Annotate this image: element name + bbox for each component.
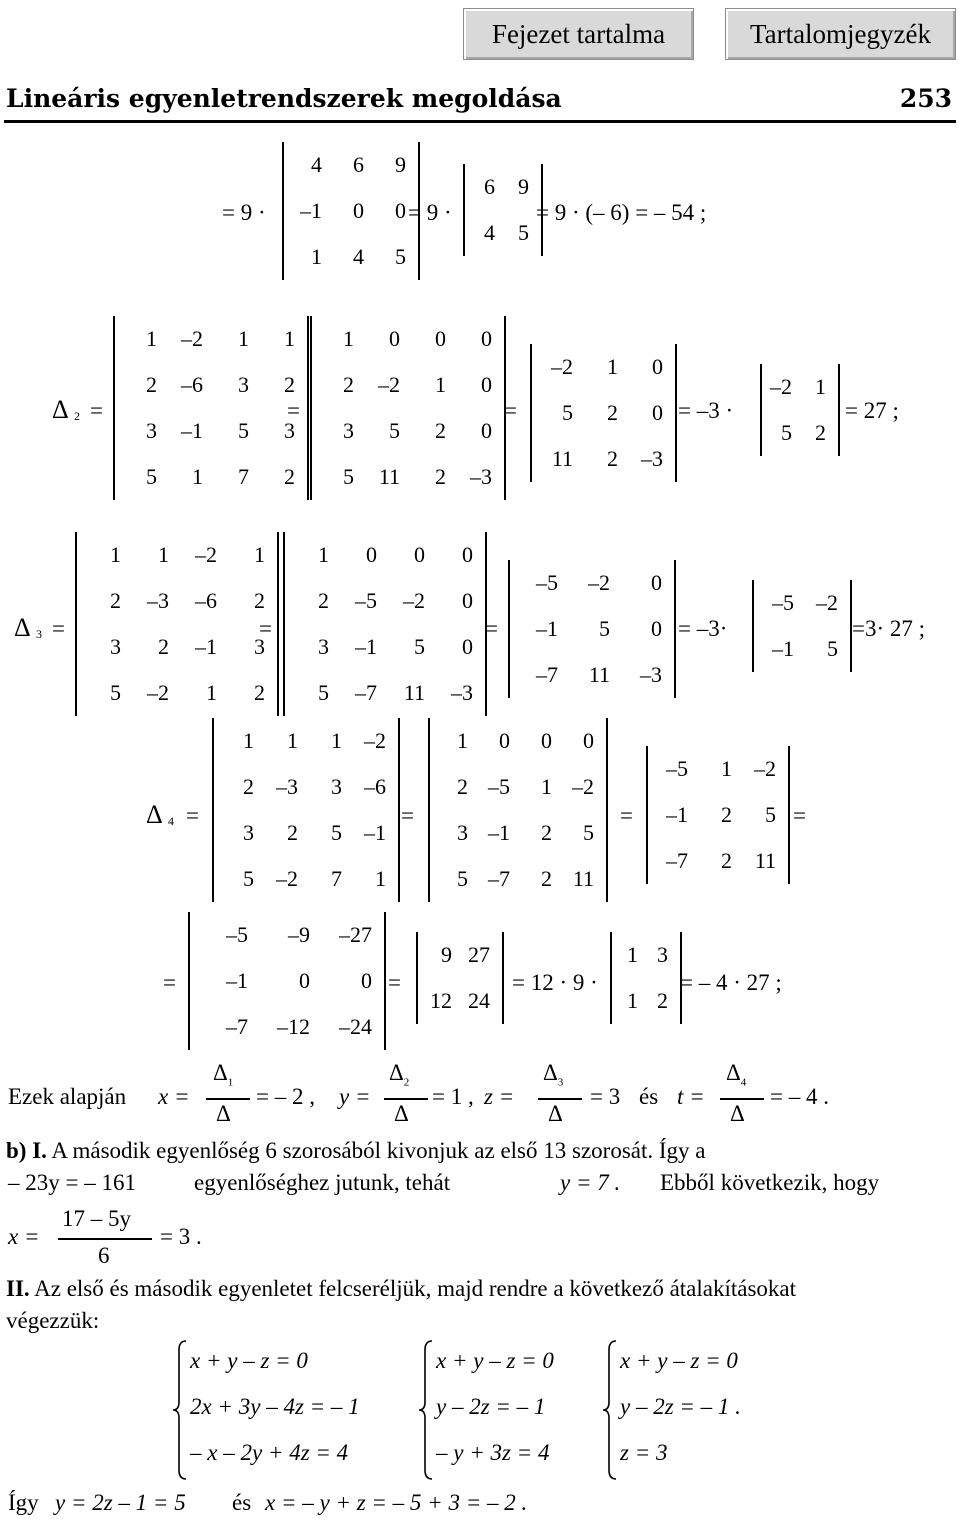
delta4-m3-cell: –2 — [754, 756, 776, 781]
delta3-m3-cell: –5 — [536, 570, 558, 595]
delta2-m1-cell: 7 — [238, 464, 249, 489]
t-label: t = — [677, 1084, 705, 1109]
y-den: Δ — [394, 1101, 409, 1126]
delta4-m2-cell: 5 — [457, 866, 468, 891]
delta3-m2-cell: 0 — [462, 542, 473, 567]
y-num: $\Delta_2$ — [389, 1060, 410, 1089]
delta3-m1-cell: –6 — [195, 588, 217, 613]
final-intro: Így — [8, 1490, 39, 1515]
delta2-m3-cell: 0 — [652, 400, 663, 425]
delta2-m1-cell: 1 — [192, 464, 203, 489]
delta3-m3-cell: –3 — [640, 662, 662, 687]
delta2-m2-cell: 3 — [343, 418, 354, 443]
delta4b-m1-right-bar — [384, 912, 386, 1050]
delta2-m1-cell: 5 — [238, 418, 249, 443]
t-result: = – 4 . — [770, 1084, 829, 1109]
table-of-contents-button[interactable]: Tartalomjegyzék — [725, 8, 956, 60]
delta4b-m2-right-bar — [502, 932, 504, 1024]
delta2-m2-cell: 0 — [481, 372, 492, 397]
delta1-m1-cell: 0 — [395, 198, 406, 223]
delta4b-m1-cell: –12 — [277, 1014, 310, 1039]
delta2-m3-right-bar — [675, 344, 677, 482]
delta2-eq: = — [90, 398, 103, 423]
delta4-m2-cell: –5 — [488, 774, 510, 799]
delta2-m1-cell: 1 — [284, 326, 295, 351]
delta3-m1-cell: 5 — [110, 680, 121, 705]
delta4-eq: = — [186, 803, 199, 828]
delta4-m3-right-bar — [788, 746, 790, 884]
delta2-symbol: Δ — [52, 395, 69, 424]
final-and: és — [232, 1490, 252, 1515]
delta4-m1-cell: –6 — [364, 774, 386, 799]
final-eq1: y = 2z – 1 = 5 — [55, 1490, 186, 1515]
delta4-m1-cell: –2 — [276, 866, 298, 891]
delta3-m4-cell: –2 — [816, 590, 838, 615]
part-b1-x-result: = 3 . — [160, 1224, 202, 1249]
delta4-m2-cell: 2 — [541, 820, 552, 845]
delta3-m1-cell: –1 — [195, 634, 217, 659]
delta3-m2-cell: 2 — [318, 588, 329, 613]
part-b1-line1 — [6, 1138, 706, 1164]
delta4-m2-cell: 3 — [457, 820, 468, 845]
delta4-m3-cell: 2 — [721, 802, 732, 827]
delta3-m2-cell: –2 — [403, 588, 425, 613]
delta2-m2-cell: 0 — [481, 326, 492, 351]
part-b1-x-num: 17 – 5y — [62, 1206, 131, 1231]
part-b1-line2-text2: Ebből következik, hogy — [660, 1170, 880, 1195]
system-3-brace — [602, 1340, 618, 1480]
delta3-m3-cell: 0 — [651, 616, 662, 641]
delta2-m1-cell: 3 — [284, 418, 295, 443]
system-1-brace — [172, 1340, 188, 1480]
delta1-m2-cell: 9 — [518, 174, 529, 199]
delta2-m1-cell: –2 — [181, 326, 203, 351]
delta2-m2-cell: 11 — [378, 464, 400, 489]
delta2-m2-cell: 2 — [343, 372, 354, 397]
delta1-m1-cell: 9 — [395, 152, 406, 177]
delta3-m1-cell: 2 — [158, 634, 169, 659]
delta2-m1-cell: 1 — [146, 326, 157, 351]
delta4-m3-cell: 2 — [721, 848, 732, 873]
delta4-m3-cell: 5 — [765, 802, 776, 827]
delta1-m2-cell: 4 — [484, 220, 495, 245]
delta4b-m1-cell: –7 — [226, 1014, 248, 1039]
delta3-post: =3· 27 ; — [852, 616, 926, 641]
delta4b-mid2: = 12 · 9 · — [512, 970, 598, 995]
delta4b-mid1: = — [388, 970, 401, 995]
y-fraction-line — [384, 1098, 428, 1100]
system-3-equation: x + y – z = 0 — [620, 1348, 738, 1373]
delta4b-m1-cell: 0 — [361, 968, 372, 993]
delta3-m2-cell: 0 — [366, 542, 377, 567]
delta2-m3-cell: 0 — [652, 354, 663, 379]
t-num: $\Delta_4$ — [726, 1060, 747, 1089]
delta2-m4-right-bar — [838, 364, 840, 456]
delta2-m1-cell: 3 — [146, 418, 157, 443]
delta4-m2-cell: 5 — [583, 820, 594, 845]
delta3-m1-cell: 2 — [254, 680, 265, 705]
delta3-m1-cell: –2 — [195, 542, 217, 567]
delta2-m2-cell: 5 — [343, 464, 354, 489]
delta4-m2-cell: 11 — [572, 866, 594, 891]
delta2-m1-cell: 3 — [238, 372, 249, 397]
delta4b-m1-cell: –9 — [288, 922, 310, 947]
delta4-eq2: = — [401, 803, 414, 828]
delta3-m2-cell: 0 — [462, 634, 473, 659]
header-rule — [4, 120, 956, 123]
delta1-m1-cell: –1 — [300, 198, 322, 223]
y-label: y = — [339, 1084, 371, 1109]
delta4b-pre: = — [163, 970, 176, 995]
delta4b-m2-cell: 9 — [441, 942, 452, 967]
delta4-m1-cell: 7 — [331, 866, 342, 891]
delta2-m1-cell: 1 — [238, 326, 249, 351]
part-b1-x-den: 6 — [98, 1243, 110, 1268]
delta4-m3-cell: –5 — [666, 756, 688, 781]
delta2-m1-cell: 5 — [146, 464, 157, 489]
delta2-eq2: = — [287, 398, 300, 423]
delta3-eq3: = — [485, 616, 498, 641]
delta3-m3-cell: 11 — [588, 662, 610, 687]
delta4-m3-cell: 11 — [754, 848, 776, 873]
delta3-m2-cell: 5 — [414, 634, 425, 659]
delta3-m1-cell: 3 — [254, 634, 265, 659]
delta2-m2-cell: 0 — [435, 326, 446, 351]
delta4-m2-cell: 1 — [541, 774, 552, 799]
delta2-subscript: 2 — [74, 409, 80, 423]
delta2-m1-cell: 2 — [284, 464, 295, 489]
delta2-m2-cell: –3 — [470, 464, 492, 489]
conclusion-intro: Ezek alapján — [8, 1084, 127, 1109]
delta4-m1-cell: 2 — [287, 820, 298, 845]
delta3-symbol: Δ — [14, 613, 31, 642]
part-b2-line2: végezzük: — [6, 1308, 100, 1333]
system-2-equation: x + y – z = 0 — [436, 1348, 554, 1373]
delta4-m1-cell: 1 — [243, 728, 254, 753]
delta4-m2-cell: 1 — [457, 728, 468, 753]
delta3-m1-cell: –2 — [147, 680, 169, 705]
x-result: = – 2 , — [256, 1084, 315, 1109]
delta3-m4-cell: –1 — [772, 636, 794, 661]
delta1-m1-cell: 5 — [395, 244, 406, 269]
delta1-mid: = 9 · — [408, 200, 452, 225]
delta2-eq3: = — [504, 398, 517, 423]
delta3-m1-right-bar — [277, 532, 279, 716]
delta2-m2-cell: 0 — [481, 418, 492, 443]
system-2-brace — [418, 1340, 434, 1480]
delta4b-m3-cell: 3 — [657, 942, 668, 967]
delta4b-m1-cell: 0 — [299, 968, 310, 993]
chapter-contents-button[interactable]: Fejezet tartalma — [463, 8, 694, 60]
delta1-m2-cell: 6 — [484, 174, 495, 199]
system-1-equation: x + y – z = 0 — [190, 1348, 308, 1373]
delta3-m3-cell: –2 — [588, 570, 610, 595]
delta4-m1-cell: –3 — [276, 774, 298, 799]
z-result: = 3 — [590, 1084, 621, 1109]
system-2-equation: – y + 3z = 4 — [436, 1440, 550, 1465]
delta4b-m1-cell: –5 — [226, 922, 248, 947]
delta4-m1-cell: 5 — [331, 820, 342, 845]
delta4-m3-cell: –7 — [666, 848, 688, 873]
delta4-m3-cell: 1 — [721, 756, 732, 781]
delta4-m1-right-bar — [398, 718, 400, 902]
delta2-m4-cell: –2 — [770, 374, 792, 399]
delta2-m3-cell: 2 — [607, 446, 618, 471]
delta4b-m2-cell: 12 — [430, 988, 452, 1013]
delta3-subscript: 3 — [36, 627, 42, 641]
delta1-post: = 9 · (– 6) = – 54 ; — [536, 200, 707, 225]
delta3-m2-cell: –5 — [355, 588, 377, 613]
delta3-m3-cell: –1 — [536, 616, 558, 641]
z-den: Δ — [548, 1101, 563, 1126]
delta2-m2-cell: 2 — [435, 418, 446, 443]
delta2-m2-cell: –2 — [378, 372, 400, 397]
delta4b-m2-cell: 24 — [468, 988, 490, 1013]
delta3-m1-cell: 1 — [110, 542, 121, 567]
delta2-m2-cell: 1 — [435, 372, 446, 397]
delta4-subscript: 4 — [168, 814, 174, 828]
delta4-m1-cell: 1 — [331, 728, 342, 753]
delta4-m1-cell: 3 — [331, 774, 342, 799]
y-result: = 1 , — [432, 1084, 474, 1109]
delta3-eq: = — [52, 616, 65, 641]
delta3-m2-cell: –7 — [355, 680, 377, 705]
system-3-equation: y – 2z = – 1 . — [620, 1394, 741, 1419]
delta3-m3-right-bar — [674, 560, 676, 698]
delta4-m1-cell: 5 — [243, 866, 254, 891]
delta2-m1-right-bar — [307, 316, 309, 500]
delta2-m1-cell: –6 — [181, 372, 203, 397]
delta3-m2-cell: 5 — [318, 680, 329, 705]
delta4-m2-cell: 2 — [541, 866, 552, 891]
delta2-post: = 27 ; — [845, 398, 899, 423]
delta1-pre: = 9 · — [222, 200, 266, 225]
delta3-m1-cell: 2 — [254, 588, 265, 613]
final-eq2: x = – y + z = – 5 + 3 = – 2 . — [265, 1490, 528, 1515]
page-number: 253 — [899, 84, 952, 113]
delta4-m1-cell: 3 — [243, 820, 254, 845]
delta4-m1-cell: 1 — [287, 728, 298, 753]
delta4-eq3: = — [620, 803, 633, 828]
delta4b-m1-cell: –24 — [339, 1014, 372, 1039]
delta3-m1-cell: 1 — [206, 680, 217, 705]
delta3-m1-cell: –3 — [147, 588, 169, 613]
delta4b-m3-cell: 1 — [627, 988, 638, 1013]
page-header-title: Lineáris egyenletrendszerek megoldása — [6, 84, 562, 113]
delta4b-m3-cell: 1 — [627, 942, 638, 967]
delta3-m1-cell: 2 — [110, 588, 121, 613]
delta3-m3-cell: –7 — [536, 662, 558, 687]
delta3-m2-cell: 0 — [462, 588, 473, 613]
delta4-m2-cell: –7 — [488, 866, 510, 891]
system-3-equation: z = 3 — [620, 1440, 668, 1465]
delta2-m1-cell: –1 — [181, 418, 203, 443]
part-b2-line1 — [6, 1276, 796, 1302]
system-1-equation: 2x + 3y – 4z = – 1 — [190, 1394, 360, 1419]
delta4-m2-cell: 0 — [499, 728, 510, 753]
delta2-m1-cell: 2 — [146, 372, 157, 397]
delta2-m3-cell: –3 — [641, 446, 663, 471]
delta1-m1-cell: 4 — [311, 152, 322, 177]
delta4-m3-cell: –1 — [666, 802, 688, 827]
delta4-m2-cell: 0 — [583, 728, 594, 753]
x-fraction-line — [206, 1098, 250, 1100]
t-den: Δ — [730, 1101, 745, 1126]
delta3-m1-cell: 1 — [158, 542, 169, 567]
delta2-m4-cell: 5 — [781, 420, 792, 445]
delta4-symbol: Δ — [146, 800, 163, 829]
z-fraction-line — [538, 1098, 582, 1100]
delta3-m3-cell: 0 — [651, 570, 662, 595]
delta2-m4-cell: 2 — [815, 420, 826, 445]
part-b1-label: b) I. — [6, 1138, 47, 1163]
delta4-post: = — [793, 803, 806, 828]
delta3-m2-cell: 0 — [414, 542, 425, 567]
delta2-m2-cell: 5 — [389, 418, 400, 443]
delta3-m3-cell: 5 — [599, 616, 610, 641]
part-b2-text: Az első és második egyenletet felcseréljük, majd rendre a következő átalakításokat — [34, 1276, 797, 1301]
delta3-m2-cell: 1 — [318, 542, 329, 567]
delta2-mid3: = –3 · — [678, 398, 734, 423]
delta2-m1-cell: 2 — [284, 372, 295, 397]
delta4-m2-cell: 2 — [457, 774, 468, 799]
delta3-mid3: = –3· — [678, 616, 728, 641]
delta2-m3-cell: 5 — [562, 400, 573, 425]
delta2-m3-cell: 2 — [607, 400, 618, 425]
system-2-equation: y – 2z = – 1 — [436, 1394, 546, 1419]
delta4b-m1-cell: –1 — [226, 968, 248, 993]
part-b1-x-label: x = — [8, 1224, 40, 1249]
delta3-m2-cell: –3 — [451, 680, 473, 705]
delta4b-m2-cell: 27 — [468, 942, 490, 967]
x-label: x = — [158, 1084, 190, 1109]
delta1-m1-cell: 0 — [353, 198, 364, 223]
delta4-m2-right-bar — [606, 718, 608, 902]
delta1-m1-cell: 1 — [311, 244, 322, 269]
delta3-m2-cell: 3 — [318, 634, 329, 659]
system-1-equation: – x – 2y + 4z = 4 — [190, 1440, 349, 1465]
part-b2-label: II. — [6, 1276, 30, 1301]
delta4-m1-cell: –1 — [364, 820, 386, 845]
delta2-m3-cell: 11 — [551, 446, 573, 471]
z-label: z = — [484, 1084, 515, 1109]
delta2-m2-cell: 0 — [389, 326, 400, 351]
delta3-m1-cell: 3 — [110, 634, 121, 659]
delta2-m2-cell: 1 — [343, 326, 354, 351]
delta4-m2-cell: –2 — [572, 774, 594, 799]
delta3-m1-cell: 1 — [254, 542, 265, 567]
delta3-m4-cell: –5 — [772, 590, 794, 615]
delta3-eq2: = — [259, 616, 272, 641]
x-num: $\Delta_1$ — [213, 1060, 234, 1089]
conclusion-and: és — [639, 1084, 659, 1109]
delta4-m1-cell: 2 — [243, 774, 254, 799]
delta4b-m3-cell: 2 — [657, 988, 668, 1013]
delta1-m2-cell: 5 — [518, 220, 529, 245]
delta3-m2-cell: –1 — [355, 634, 377, 659]
delta2-m3-cell: –2 — [551, 354, 573, 379]
part-b1-fraction-line — [58, 1238, 152, 1240]
delta1-m1-cell: 4 — [353, 244, 364, 269]
delta4-m2-cell: –1 — [488, 820, 510, 845]
delta3-m4-cell: 5 — [827, 636, 838, 661]
delta2-m4-cell: 1 — [815, 374, 826, 399]
delta2-m3-cell: 1 — [607, 354, 618, 379]
delta4-m1-cell: 1 — [375, 866, 386, 891]
part-b1-line2-text: egyenlőséghez jutunk, tehát — [194, 1170, 451, 1195]
part-b1-line2-math2: y = 7 . — [560, 1170, 621, 1195]
x-den: Δ — [216, 1101, 231, 1126]
delta1-m1-cell: 6 — [353, 152, 364, 177]
delta4-m1-cell: –2 — [364, 728, 386, 753]
delta3-m2-cell: 11 — [403, 680, 425, 705]
delta4b-post: = – 4 · 27 ; — [680, 970, 782, 995]
t-fraction-line — [720, 1098, 764, 1100]
delta2-m2-cell: 2 — [435, 464, 446, 489]
part-b1-line2-math: – 23y = – 161 — [8, 1170, 136, 1195]
part-b1-text: A második egyenlőség 6 szorosából kivonjuk az első 13 szorosát. Így a — [51, 1138, 706, 1163]
delta4-m2-cell: 0 — [541, 728, 552, 753]
z-num: $\Delta_3$ — [543, 1060, 564, 1089]
delta4b-m1-cell: –27 — [339, 922, 372, 947]
